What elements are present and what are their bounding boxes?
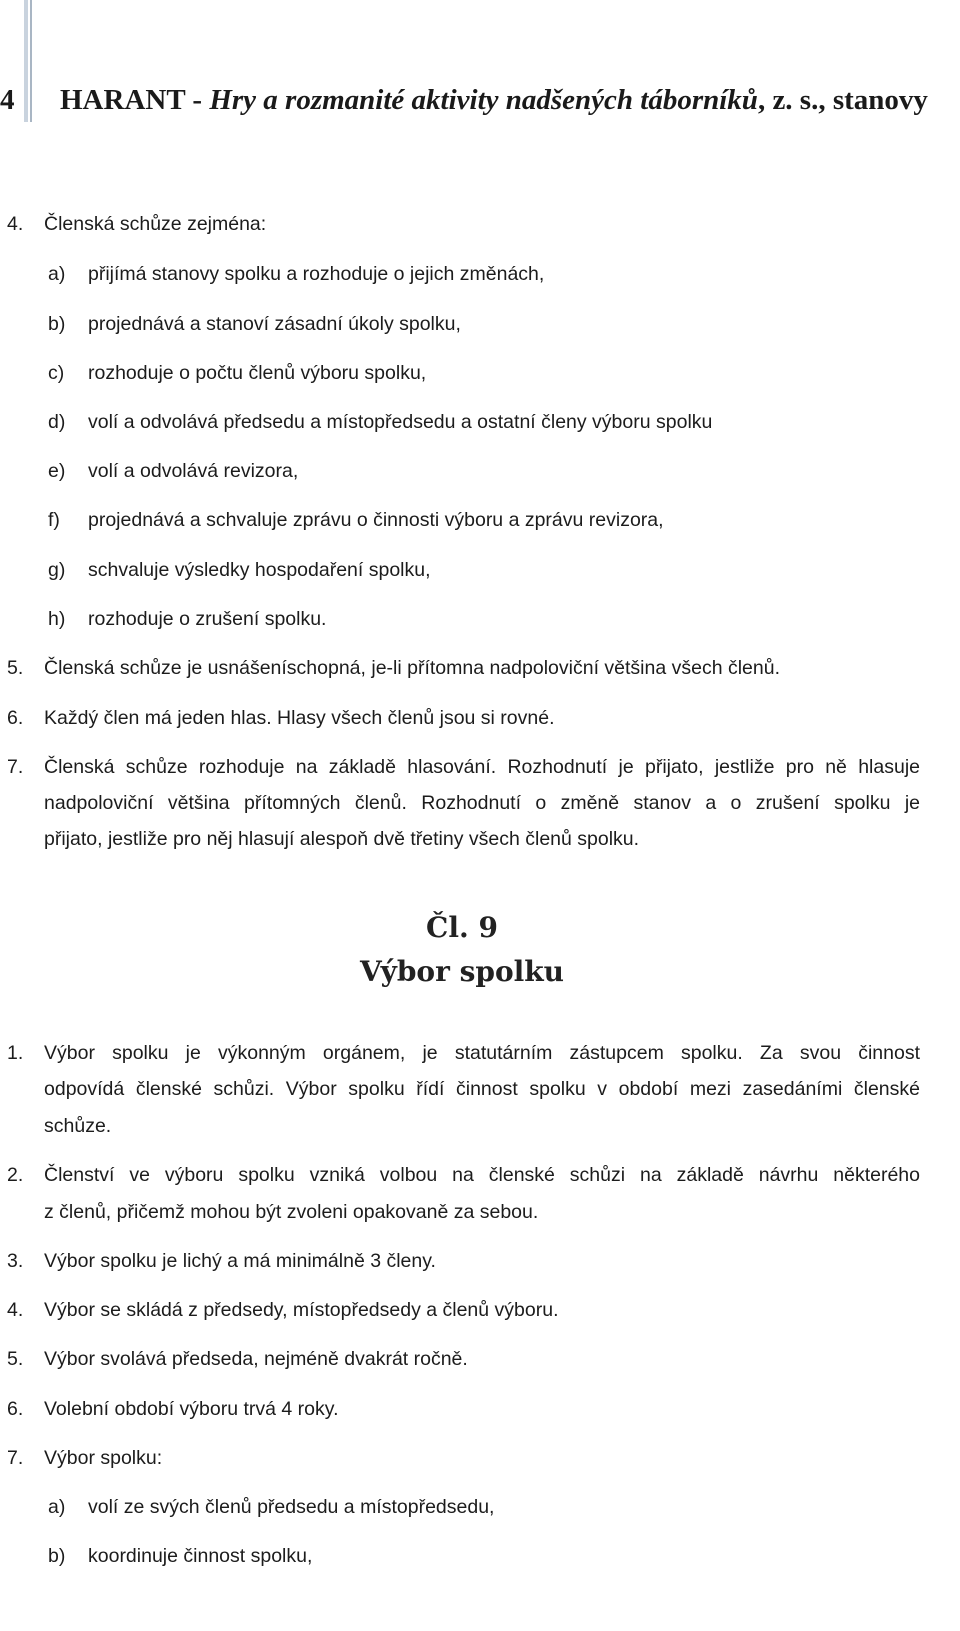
item-number: 7. <box>7 756 24 778</box>
item-text-line: Výbor spolku je výkonným orgánem, je statutárním zástupcem spolku. Za svou činnost <box>44 1042 920 1064</box>
item-number: 4. <box>7 213 24 235</box>
item-text: Členská schůze je usnášeníschopná, je-li přítomna nadpoloviční většina všech členů. <box>44 657 781 679</box>
header-rule-inner <box>30 0 32 122</box>
item-text-line: Členská schůze rozhoduje na základě hlasování. Rozhodnutí je přijato, jestliže pro ně hlasuje <box>44 756 920 778</box>
item-text-line: Výbor svolává předseda, nejméně dvakrát ročně. <box>44 1348 468 1370</box>
item-text-line: Výbor spolku: <box>44 1447 163 1469</box>
item-text-line: nadpoloviční většina přítomných členů. Rozhodnutí o změně stanov a o zrušení spolku je <box>44 792 920 814</box>
item-text-line: Výbor spolku je lichý a má minimálně 3 členy. <box>44 1250 436 1272</box>
subitem-letter: b) <box>48 313 66 335</box>
subitem-letter: a) <box>48 263 66 285</box>
item-text-line: Výbor se skládá z předsedy, místopředsedy a členů výboru. <box>44 1299 559 1321</box>
item-text-line: odpovídá členské schůzi. Výbor spolku řídí činnost spolku v období mezi zasedáními členské <box>44 1078 920 1100</box>
article-number: Čl. 9 <box>426 911 498 944</box>
subitem-text: projednává a stanoví zásadní úkoly spolku, <box>88 313 461 335</box>
item-text-line: schůze. <box>44 1115 112 1137</box>
subitem-letter: e) <box>48 460 66 482</box>
item-number: 1. <box>7 1042 24 1064</box>
item-text-line: Členství ve výboru spolku vzniká volbou na členské schůzi na základě návrhu některého <box>44 1164 920 1186</box>
subitem-text: rozhoduje o zrušení spolku. <box>88 608 327 630</box>
item-number: 6. <box>7 1398 24 1420</box>
header-title-prefix: HARANT - <box>60 84 210 116</box>
item-text-line: z členů, přičemž mohou být zvoleni opakovaně za sebou. <box>44 1201 539 1223</box>
item-number: 7. <box>7 1447 24 1469</box>
item-text-line: Volební období výboru trvá 4 roky. <box>44 1398 339 1420</box>
article-title: Výbor spolku <box>359 955 565 988</box>
subitem-letter: f) <box>48 509 60 531</box>
subitem-letter: a) <box>48 1496 66 1518</box>
subitem-text: koordinuje činnost spolku, <box>88 1545 313 1567</box>
subitem-letter: h) <box>48 608 66 630</box>
subitem-text: volí a odvolává předsedu a místopředsedu a ostatní členy výboru spolku <box>88 411 713 433</box>
item-number: 2. <box>7 1164 24 1186</box>
subitem-letter: d) <box>48 411 66 433</box>
item-number: 5. <box>7 1348 24 1370</box>
subitem-letter: g) <box>48 559 66 581</box>
page-number: 4 <box>0 84 15 116</box>
subitem-text: přijímá stanovy spolku a rozhoduje o jejich změnách, <box>88 263 545 285</box>
header-title-suffix: , z. s., stanovy <box>757 84 928 116</box>
item-number: 5. <box>7 657 24 679</box>
subitem-text: schvaluje výsledky hospodaření spolku, <box>88 559 431 581</box>
item-number: 6. <box>7 707 24 729</box>
header-rule <box>24 0 28 122</box>
item-text-line: přijato, jestliže pro něj hlasují alespoň dvě třetiny všech členů spolku. <box>44 828 640 850</box>
subitem-text: volí ze svých členů předsedu a místopředsedu, <box>88 1496 495 1518</box>
item-number: 4. <box>7 1299 24 1321</box>
document-header-title <box>60 84 928 117</box>
item-text: Každý člen má jeden hlas. Hlasy všech členů jsou si rovné. <box>44 707 555 729</box>
subitem-letter: b) <box>48 1545 66 1567</box>
subitem-text: rozhoduje o počtu členů výboru spolku, <box>88 362 427 384</box>
item-text: Členská schůze zejména: <box>44 213 267 235</box>
item-number: 3. <box>7 1250 24 1272</box>
subitem-letter: c) <box>48 362 65 384</box>
subitem-text: projednává a schvaluje zprávu o činnosti výboru a zprávu revizora, <box>88 509 664 531</box>
subitem-text: volí a odvolává revizora, <box>88 460 299 482</box>
header-title-italic: Hry a rozmanité aktivity nadšených táborníků <box>209 84 758 116</box>
